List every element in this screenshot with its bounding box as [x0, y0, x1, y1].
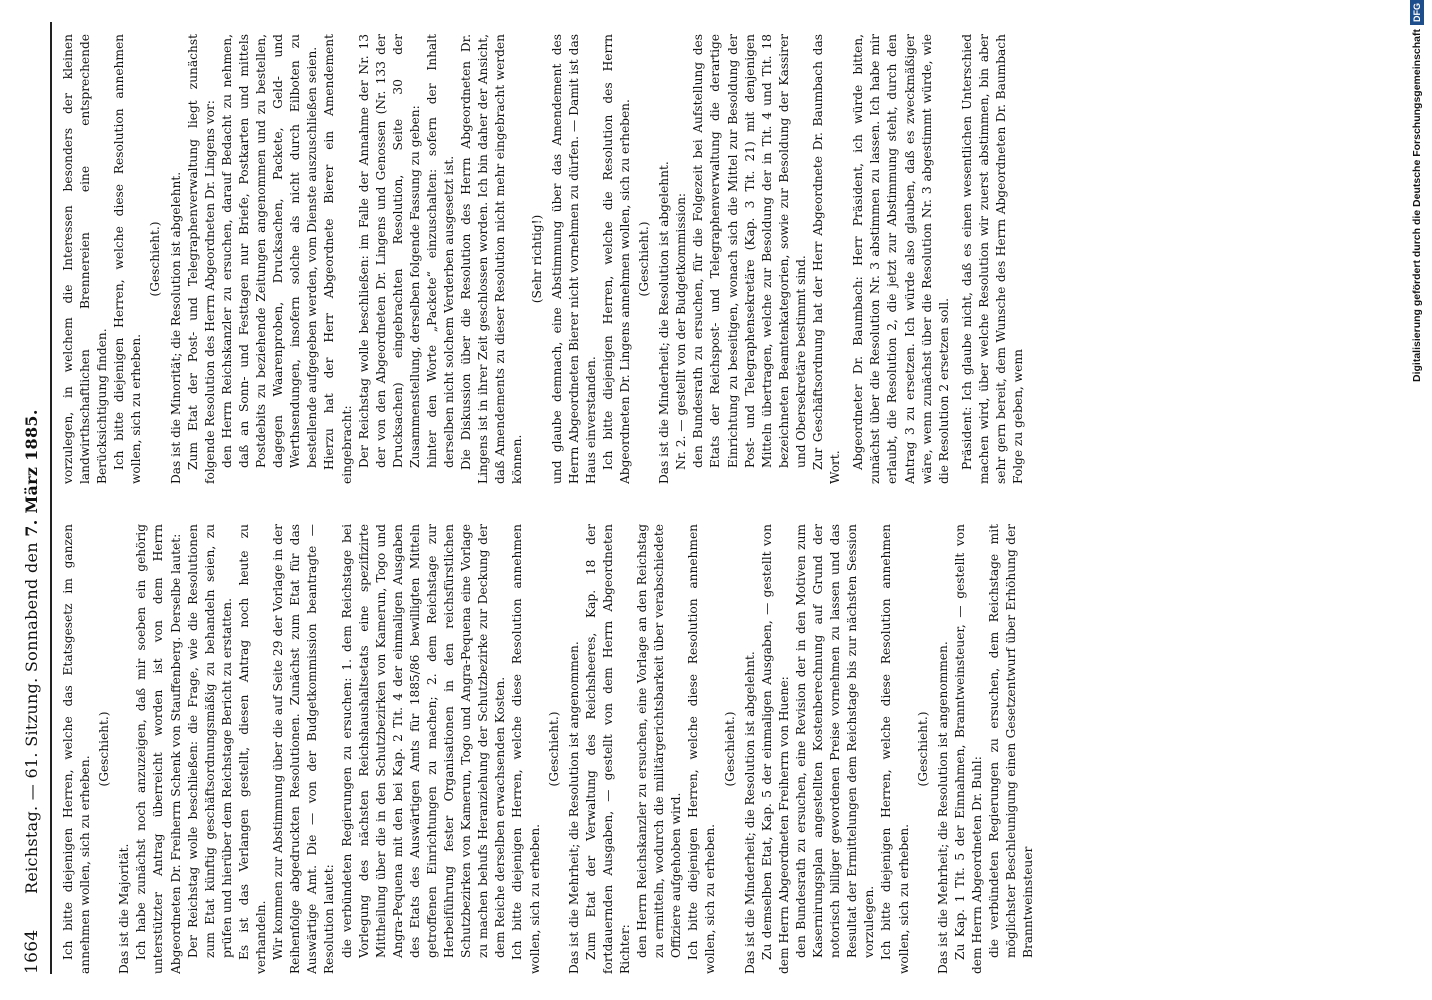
paragraph: Ich bitte diejenigen Herren, welche diese Resolution annehmen wollen, sich zu erheben.: [510, 524, 542, 974]
paragraph: Zum Etat der Post- und Telegraphenverwaltung liegt zunächst folgende Resolution des Herrn Abgeordneten Dr. Lingens vor:: [185, 34, 217, 484]
paragraph: Zu Kap. 1 Tit. 5 der Einnahmen, Branntweinsteuer, — gestellt von dem Herrn Abgeordneten Dr. Buhl:: [952, 524, 984, 974]
quoted-motion: die verbündeten Regierungen zu ersuchen: 1. dem Reichstage bei Vorlegung des nächsten Reichshaushaltsetats eine spezifizirte Mittheilung über die in den Schutzbezirken von Kamerun, Togo und Angra-Pequena mit den bei Kap. 2 Tit. 4 der einmaligen Ausgaben des Etats des Auswärtigen Amts für 1885/86 bewilligten Mitteln getroffenen Einrichtungen zu machen; 2. dem Reichstage zur Herbeiführung fester Organisationen in den reichsfürstlichen Schutzbezirken von Kamerun, Togo und Angra-Pequena eine Vorlage zu machen behufs Heranziehung der Schutzbezirke zur Deckung der dem Reiche derselben erwachsenden Kosten.: [339, 524, 508, 958]
credit-text: Digitalisierung gefördert durch die Deutsche Forschungsgemeinschaft: [1411, 29, 1423, 382]
paragraph: Ich bitte diejenigen Herren, welche diese Resolution annehmen wollen, sich zu erheben.: [879, 524, 911, 974]
quoted-motion: die verbündeten Regierungen zu ersuchen, dem Reichstage mit möglichster Beschleunigung einen Gesetzentwurf über Erhöhung der Branntweinsteuer: [986, 524, 1036, 958]
paragraph: Ich bitte diejenigen Herren, welche diese Resolution annehmen wollen, sich zu erheben.: [112, 34, 144, 484]
paragraph: Die Diskussion über die Resolution des Herrn Abgeordneten Dr. Lingens ist in ihrer Zeit geschlossen worden. Ich bin daher der Ansicht, daß Amendements zu dieser Resolution nicht mehr eingebracht werden können.: [459, 34, 525, 484]
quoted-motion: den Herrn Reichskanzler zu ersuchen, darauf Bedacht zu nehmen, daß an Sonn- und Festtagen nur Briefe, Postkarten und mittels Postdebits zu beziehende Zeitungen angenommen und zu bestellen, dagegen Waarenproben, Drucksachen, Packete, Geld- und Werthsendungen, insofern solche als nicht durch Eilboten zu bestellende aufgegeben werden, vom Dienste auszuschließen seien.: [219, 34, 320, 468]
paragraph: Das ist die Mehrheit; die Resolution ist angenommen.: [566, 641, 581, 974]
paragraph: Ich bitte diejenigen Herren, welche die Resolution des Herrn Abgeordneten Dr. Lingens annehmen wollen, sich zu erheben.: [600, 34, 632, 484]
quoted-motion: Der Reichstag wolle beschließen: die Frage, wie die Resolutionen zum Etat künftig geschäftsordnungsmäßig zu behandeln seien, zu prüfen und hierüber dem Reichstage Bericht zu erstatten.: [185, 524, 234, 958]
stage-direction: (Geschieht.): [722, 711, 737, 787]
quoted-motion: Der Reichstag wolle beschließen: im Falle der Annahme der Nr. 13 der von den Abgeordneten Dr. Lingens und Genossen (Nr. 133 der Drucksachen) eingebrachten Resolution, Seite 30 der Zusammenstellung, derselben folgende Fassung zu geben:: [356, 34, 422, 468]
page-number: 1664: [22, 929, 42, 974]
paragraph: Ich bitte diejenigen Herren, welche das Etatsgesetz im ganzen annehmen wollen, sich zu erheben.: [61, 524, 93, 974]
stage-direction: (Geschieht.): [546, 711, 561, 787]
quoted-motion: den Bundesrath zu ersuchen, eine Revision der in den Motiven zum Kasernirungsplan angestellten Kostenberechnung auf Grund der notorisch billiger gewordenen Preise vornehmen zu lassen und das Resultat der Ermittelungen dem Reichstage bis zur nächsten Session vorzulegen.: [793, 524, 877, 958]
paragraph: Das ist die Minorität; die Resolution ist abgelehnt.: [168, 171, 183, 484]
paragraph: Das ist die Minderheit; die Resolution ist abgelehnt.: [657, 161, 672, 484]
paragraph: Das ist die Mehrheit; die Resolution ist angenommen.: [935, 641, 950, 974]
paragraph: Abgeordneter Dr. Baumbach: Herr Präsident, ich würde bitten, zunächst über die Resolution Nr. 3 abstimmen zu lassen. Ich habe mir erlaubt, die Resolution 2, die jetzt zur Abstimmung steht, durch den Antrag 3 zu ersetzen. Ich würde also glauben, daß es zweckmäßiger wäre, wenn zunächst über die Resolution Nr. 3 abgestimmt würde, wie die Resolution 2 ersetzen soll.: [851, 34, 951, 484]
page-header: [20, 22, 46, 974]
quoted-motion: den Bundesrath zu ersuchen, für die Folgezeit bei Aufstellung des Etats der Reichspost- und Telegraphenverwaltung die derartige Einrichtung zu beseitigen, wonach sich die Mittel zur Besoldung der Post- und Telegraphensekretäre (Kap. 3 Tit. 21) mit denjenigen Mitteln übertragen, welche zur Besoldung der in Tit. 4 und Tit. 18 bezeichneten Beamtenkategorien, sowie zur Besoldung der Kassirer und Obersekretäre bestimmt sind.: [691, 34, 808, 468]
stage-direction: (Geschieht.): [637, 221, 652, 297]
header-rule: [50, 22, 52, 974]
quoted-motion: den Herrn Reichskanzler zu ersuchen, eine Vorlage an den Reichstag zu ermitteln, wodurch die militärgerichtsbarkeit über verabschiedete Offiziere aufgehoben wird.: [635, 524, 684, 958]
paragraph: Es ist das Verlangen gestellt, diesen Antrag noch heute zu verhandeln.: [236, 524, 269, 974]
paragraph: Ich bitte diejenigen Herren, welche diese Resolution annehmen wollen, sich zu erheben.: [686, 524, 718, 974]
stage-direction: (Sehr richtig!): [529, 214, 544, 304]
digitization-credit: [1406, 0, 1428, 1000]
stage-direction: (Geschieht.): [915, 711, 930, 787]
stage-direction: (Geschieht.): [97, 711, 112, 787]
left-text-column: [60, 524, 1220, 974]
running-title: [22, 22, 41, 894]
paragraph: Zur Geschäftsordnung hat der Herr Abgeordnete Dr. Baumbach das Wort.: [811, 34, 843, 484]
session-title: Reichstag. — 61. Sitzung. Sonnabend den: [22, 542, 41, 894]
paragraph: Hierzu hat der Herr Abgeordnete Bierer ein Amendement eingebracht:: [322, 34, 354, 484]
paragraph: Nr. 2. — gestellt von der Budgetkommission:: [674, 192, 689, 470]
right-text-column: [60, 34, 1220, 484]
session-date: 7. März 1885.: [22, 409, 41, 537]
paragraph: Das ist die Minderheit; die Resolution ist abgelehnt.: [742, 651, 757, 974]
paragraph: Das ist die Majorität.: [117, 843, 132, 974]
paragraph: Wir kommen zur Abstimmung über die auf Seite 29 der Vorlage in der Reihenfolge abgedruckten Resolutionen. Zunächst zum Etat für das Auswärtige Amt. Die — von der Budgetkommission beantragte — Resolution lautet:: [271, 524, 337, 974]
paragraph: Zu demselben Etat, Kap. 5 der einmaligen Ausgaben, — gestellt von dem Herrn Abgeordneten Freiherrn von Huene:: [759, 524, 791, 974]
paragraph: Präsident: Ich glaube nicht, daß es einen wesentlichen Unterschied machen wird, über welche Resolution wir zuerst abstimmen, bin aber sehr gern bereit, dem Wunsche des Herrn Abgeordneten Dr. Baumbach Folge zu geben, wenn: [959, 34, 1026, 484]
paragraph: Ich habe zunächst noch anzuzeigen, daß mir soeben ein gehörig unterstützter Antrag überreicht worden ist von dem Herrn Abgeordneten Dr. Freiherrn Schenk von Stauffenberg. Derselbe lautet:: [134, 524, 183, 974]
quoted-motion: hinter den Worte „Packete“ einzuschalten: sofern der Inhalt derselben nicht solchem Verderben ausgesetzt ist.: [424, 34, 457, 468]
paragraph: und glaube demnach, eine Abstimmung über das Amendement des Herrn Abgeordneten Bierer nicht vornehmen zu dürfen. — Damit ist das Haus einverstanden.: [549, 34, 598, 484]
dfg-logo-icon: DFG: [1410, 0, 1424, 25]
paragraph: Zum Etat der Verwaltung des Reichsheeres, Kap. 18 der fortdauernden Ausgaben, — gestellt von dem Herrn Abgeordneten Richter:: [583, 524, 632, 974]
paragraph: vorzulegen, in welchem die Interessen besonders der kleinen landwirthschaftlichen Brennereien eine entsprechende Berücksichtigung finden.: [61, 34, 110, 484]
stage-direction: (Geschieht.): [148, 221, 163, 297]
credit-line: [1406, 0, 1428, 1000]
